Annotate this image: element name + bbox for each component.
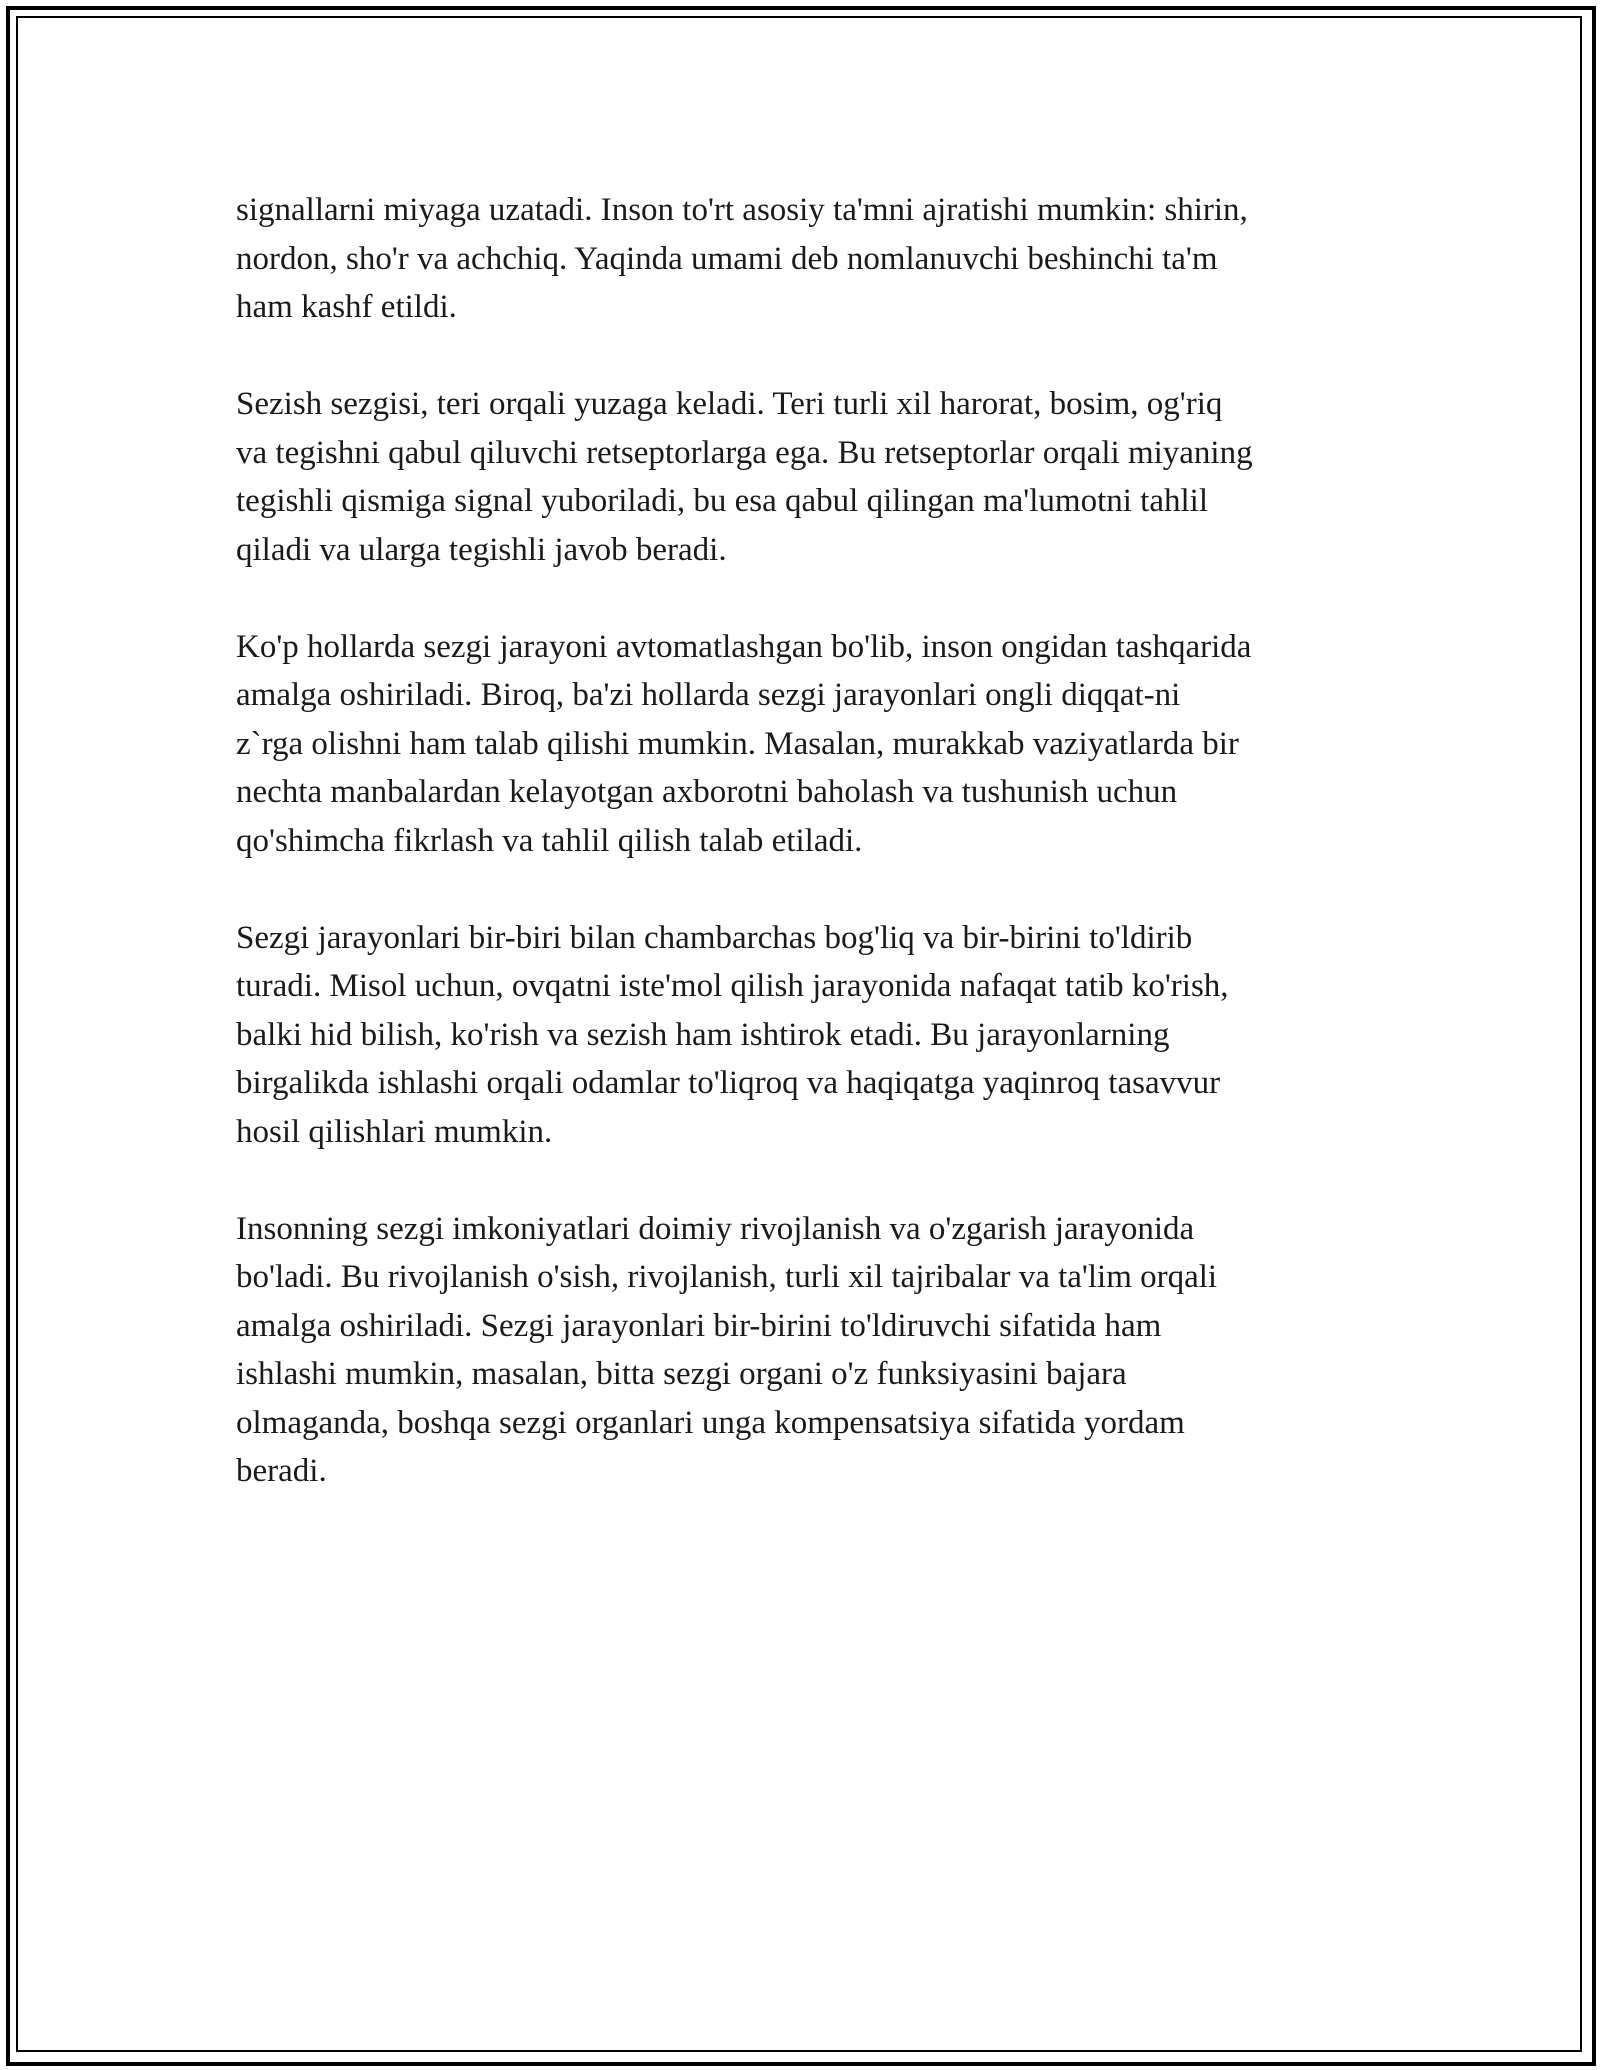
text-line: nordon, sho'r va achchiq. Yaqinda umami deb nomlanuvchi beshinchi ta'm (236, 240, 1218, 277)
text-line: Ko'p hollarda sezgi jarayoni avtomatlashgan bo'lib, inson ongidan tashqarida (236, 628, 1252, 665)
text-line: balki hid bilish, ko'rish va sezish ham ishtirok etadi. Bu jarayonlarning (236, 1016, 1170, 1053)
paragraph-2 (236, 380, 1376, 574)
text-line: turadi. Misol uchun, ovqatni iste'mol qilish jarayonida nafaqat tatib ko'rish, (236, 968, 1229, 1004)
text-line: qiladi va ularga tegishli javob beradi. (236, 531, 727, 568)
text-line: nechta manbalardan kelayotgan axborotni baholash va tushunish uchun (236, 774, 1178, 810)
text-line: bo'ladi. Bu rivojlanish o'sish, rivojlanish, turli xil tajribalar va ta'lim orqali (236, 1259, 1218, 1295)
paragraph-3 (236, 623, 1376, 866)
paragraph-1 (236, 186, 1376, 332)
text-line: amalga oshiriladi. Sezgi jarayonlari bir-birini to'ldiruvchi sifatida ham (236, 1307, 1162, 1344)
document-body (236, 186, 1376, 1544)
text-line: amalga oshiriladi. Biroq, ba'zi hollarda sezgi jarayonlari ongli diqqat-ni (236, 677, 1181, 713)
text-line: birgalikda ishlashi orqali odamlar to'liqroq va haqiqatga yaqinroq tasavvur (236, 1065, 1221, 1101)
text-line: Insonning sezgi imkoniyatlari doimiy rivojlanish va o'zgarish jarayonida (236, 1210, 1195, 1247)
text-line: Sezgi jarayonlari bir-biri bilan chambarchas bog'liq va bir-birini to'ldirib (236, 919, 1193, 956)
paragraph-4 (236, 914, 1376, 1157)
text-line: z`rga olishni ham talab qilishi mumkin. Masalan, murakkab vaziyatlarda bir (236, 725, 1239, 762)
text-line: hosil qilishlari mumkin. (236, 1113, 553, 1150)
paragraph-5 (236, 1205, 1376, 1496)
text-line: Sezish sezgisi, teri orqali yuzaga keladi. Teri turli xil harorat, bosim, og'riq (236, 386, 1223, 422)
text-line: olmaganda, boshqa sezgi organlari unga kompensatsiya sifatida yordam (236, 1404, 1185, 1441)
text-line: ishlashi mumkin, masalan, bitta sezgi organi o'z funksiyasini bajara (236, 1356, 1127, 1392)
text-line: va tegishni qabul qiluvchi retseptorlarga ega. Bu retseptorlar orqali miyaning (236, 434, 1253, 471)
text-line: beradi. (236, 1453, 327, 1489)
text-line: qo'shimcha fikrlash va tahlil qilish talab etiladi. (236, 822, 863, 859)
text-line: signallarni miyaga uzatadi. Inson to'rt asosiy ta'mni ajratishi mumkin: shirin, (236, 192, 1248, 228)
text-line: ham kashf etildi. (236, 289, 457, 325)
text-line: tegishli qismiga signal yuboriladi, bu esa qabul qilingan ma'lumotni tahlil (236, 483, 1208, 519)
